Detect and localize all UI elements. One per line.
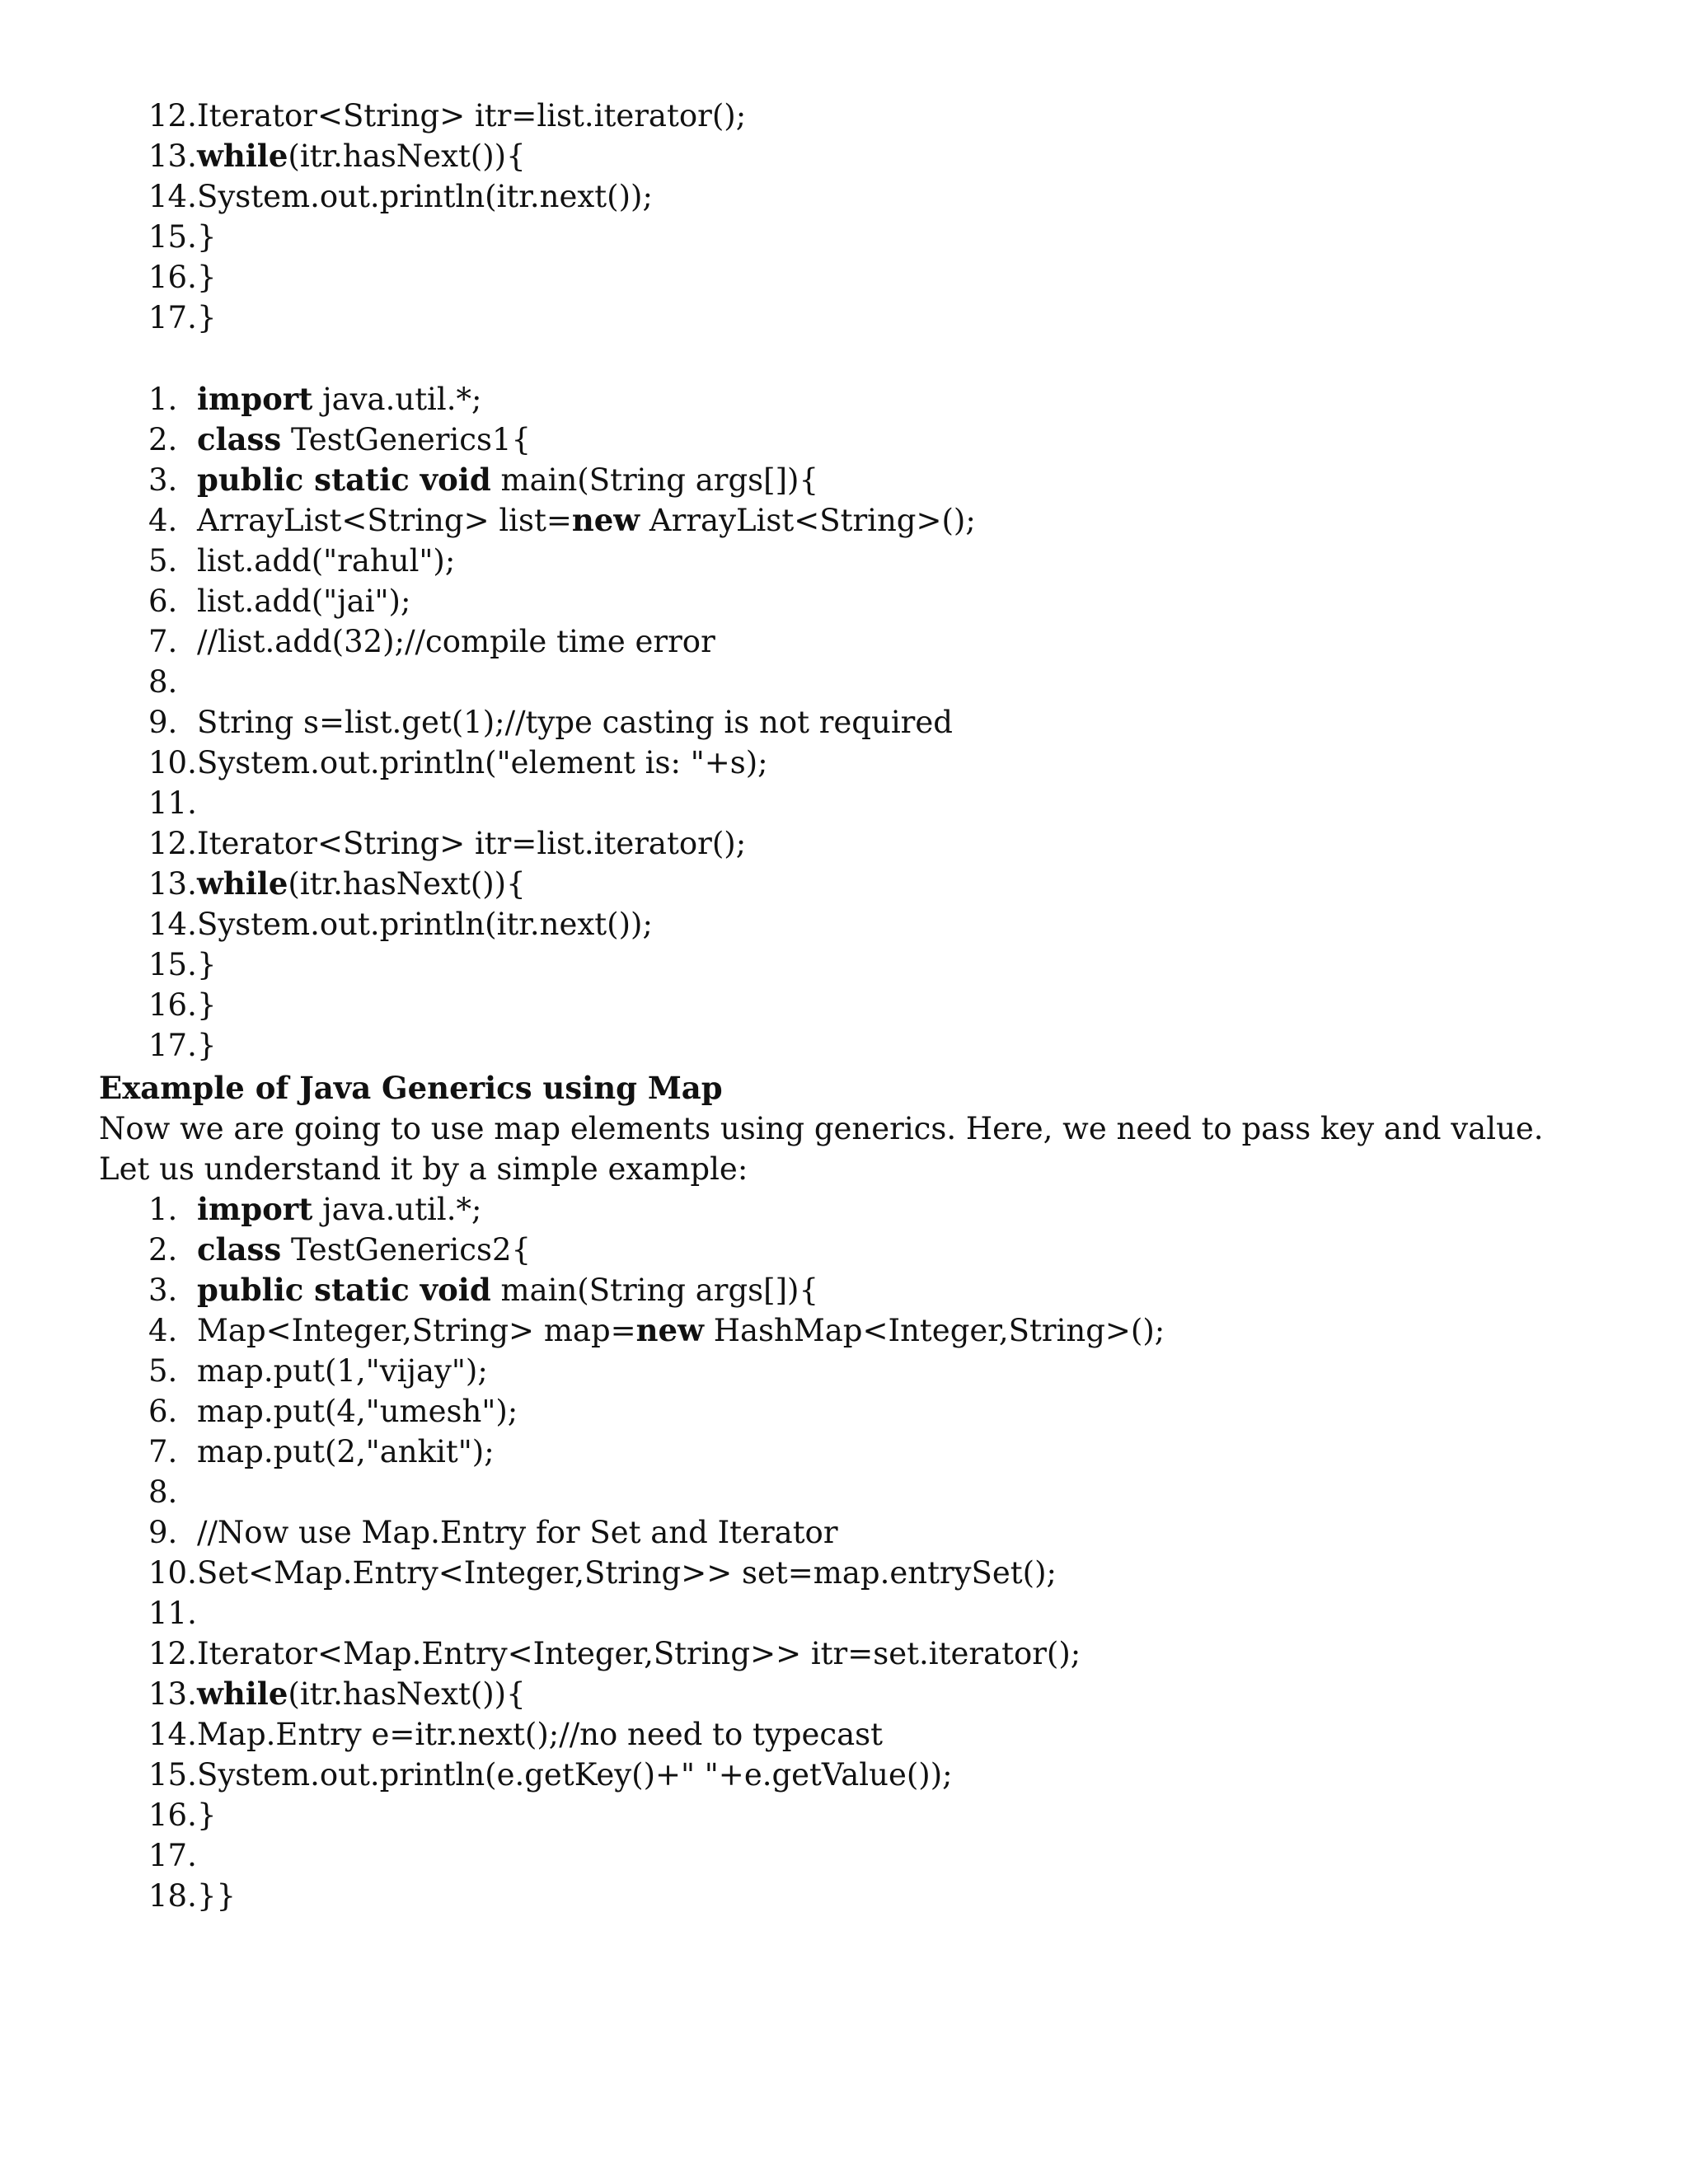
code-fragment: Iterator<String> itr=list.iterator();: [197, 98, 747, 134]
line-number: 8.: [148, 664, 178, 700]
line-number: 16.: [148, 987, 197, 1023]
code-text: [197, 541, 455, 581]
line-number: 12.: [148, 98, 197, 134]
code-text: [197, 217, 217, 257]
code-fragment: java.util.*;: [312, 382, 482, 417]
line-number: 1.: [148, 1192, 178, 1227]
code-fragment: (itr.hasNext()){: [288, 1676, 526, 1712]
code-fragment: main(String args[]){: [490, 462, 819, 498]
code-text: [197, 1270, 818, 1310]
line-number: 1.: [148, 382, 178, 417]
line-number: 4.: [148, 1313, 178, 1348]
line-number: 2.: [148, 422, 178, 457]
code-fragment: list.add("jai");: [197, 583, 411, 619]
line-number: 15.: [148, 1757, 197, 1793]
code-text: [197, 136, 526, 176]
line-number: 18.: [148, 1878, 197, 1914]
line-number: 16.: [148, 1797, 197, 1833]
line-number: 17.: [148, 300, 197, 335]
code-text: [197, 864, 526, 904]
code-fragment: }}: [197, 1878, 237, 1914]
code-fragment: System.out.println("element is: "+s);: [197, 745, 768, 780]
code-fragment: Set<Map.Entry<Integer,String>> set=map.entrySet();: [197, 1555, 1057, 1591]
code-text: [197, 500, 976, 541]
code-keyword: while: [197, 1675, 288, 1712]
line-number: 4.: [148, 503, 178, 538]
line-number: 12.: [148, 1636, 197, 1671]
line-number: 17.: [148, 1028, 197, 1063]
code-text: [197, 1512, 838, 1553]
code-fragment: Iterator<String> itr=list.iterator();: [197, 826, 747, 861]
line-number: 11.: [148, 1596, 197, 1631]
line-number: 14.: [148, 1717, 197, 1752]
code-fragment: ArrayList<String> list=: [197, 503, 572, 538]
code-fragment: System.out.println(e.getKey()+" "+e.getValue());: [197, 1757, 953, 1793]
code-text: [197, 1230, 531, 1270]
code-fragment: }: [197, 260, 217, 295]
code-text: [197, 1189, 481, 1230]
code-text: [197, 1432, 495, 1472]
code-text: [197, 379, 481, 419]
line-number: 9.: [148, 705, 178, 740]
line-number: 3.: [148, 462, 178, 498]
code-keyword: while: [197, 865, 288, 902]
code-keyword: class: [197, 1231, 282, 1268]
code-text: [197, 904, 653, 944]
code-fragment: map.put(2,"ankit");: [197, 1434, 495, 1469]
line-number: 13.: [148, 1676, 197, 1712]
code-text: [197, 1714, 883, 1755]
code-fragment: //Now use Map.Entry for Set and Iterator: [197, 1515, 838, 1550]
code-fragment: TestGenerics2{: [281, 1232, 532, 1268]
code-text: [197, 702, 953, 743]
code-text: [197, 1795, 217, 1835]
line-number: 14.: [148, 179, 197, 214]
line-number: 14.: [148, 907, 197, 942]
code-fragment: }: [197, 947, 217, 982]
code-text: [197, 1025, 217, 1066]
code-fragment: Map<Integer,String> map=: [197, 1313, 636, 1348]
code-fragment: }: [197, 1028, 217, 1063]
code-fragment: //list.add(32);//compile time error: [197, 624, 715, 659]
code-text: [197, 1391, 518, 1432]
line-number: 11.: [148, 785, 197, 821]
code-fragment: System.out.println(itr.next());: [197, 907, 653, 942]
code-fragment: main(String args[]){: [490, 1272, 819, 1308]
code-fragment: (itr.hasNext()){: [288, 866, 526, 902]
line-number: 13.: [148, 138, 197, 174]
code-fragment: TestGenerics1{: [281, 422, 532, 457]
code-keyword: public static void: [197, 462, 491, 498]
code-text: [197, 1876, 236, 1916]
code-fragment: Map.Entry e=itr.next();//no need to typecast: [197, 1717, 883, 1752]
line-number: 2.: [148, 1232, 178, 1268]
code-text: [197, 1755, 953, 1795]
code-text: [197, 257, 217, 298]
code-text: [197, 176, 653, 217]
code-text: [197, 581, 410, 621]
code-fragment: }: [197, 219, 217, 255]
code-fragment: String s=list.get(1);//type casting is not required: [197, 705, 953, 740]
code-fragment: map.put(4,"umesh");: [197, 1394, 518, 1429]
line-number: 6.: [148, 583, 178, 619]
line-number: 10.: [148, 745, 197, 780]
code-text: [197, 1310, 1165, 1351]
code-fragment: map.put(1,"vijay");: [197, 1353, 488, 1389]
code-fragment: HashMap<Integer,String>();: [703, 1313, 1165, 1348]
line-number: 13.: [148, 866, 197, 902]
code-text: [197, 1674, 526, 1714]
code-keyword: class: [197, 421, 282, 457]
code-fragment: }: [197, 987, 217, 1023]
section-paragraph: Now we are going to use map elements using generics. Here, we need to pass key and value. Let us understand it by a simple example:: [99, 1111, 1544, 1187]
code-fragment: }: [197, 300, 217, 335]
code-text: [197, 823, 746, 864]
code-keyword: while: [197, 138, 288, 174]
code-fragment: list.add("rahul");: [197, 543, 456, 579]
code-keyword: new: [571, 502, 640, 538]
line-number: 5.: [148, 543, 178, 579]
code-keyword: new: [635, 1312, 704, 1348]
line-number: 5.: [148, 1353, 178, 1389]
section-heading: Example of Java Generics using Map: [99, 1070, 723, 1106]
line-number: 10.: [148, 1555, 197, 1591]
code-text: [197, 1553, 1057, 1593]
code-text: [197, 419, 531, 460]
line-number: 6.: [148, 1394, 178, 1429]
code-fragment: Iterator<Map.Entry<Integer,String>> itr=set.iterator();: [197, 1636, 1081, 1671]
code-fragment: ArrayList<String>();: [640, 503, 976, 538]
code-fragment: java.util.*;: [312, 1192, 482, 1227]
line-number: 7.: [148, 1434, 178, 1469]
line-number: 12.: [148, 826, 197, 861]
line-number: 17.: [148, 1838, 197, 1873]
line-number: 7.: [148, 624, 178, 659]
line-number: 15.: [148, 219, 197, 255]
line-number: 9.: [148, 1515, 178, 1550]
code-fragment: (itr.hasNext()){: [288, 138, 526, 174]
line-number: 15.: [148, 947, 197, 982]
code-text: [197, 460, 818, 500]
code-text: [197, 944, 217, 985]
code-keyword: public static void: [197, 1272, 491, 1308]
code-text: [197, 96, 746, 136]
code-keyword: import: [197, 381, 313, 417]
code-text: [197, 743, 768, 783]
line-number: 3.: [148, 1272, 178, 1308]
code-fragment: }: [197, 1797, 217, 1833]
code-text: [197, 621, 715, 662]
code-text: [197, 298, 217, 338]
code-fragment: System.out.println(itr.next());: [197, 179, 653, 214]
code-text: [197, 1351, 488, 1391]
line-number: 8.: [148, 1474, 178, 1510]
code-text: [197, 985, 217, 1025]
line-number: 16.: [148, 260, 197, 295]
code-keyword: import: [197, 1191, 313, 1227]
code-text: [197, 1633, 1081, 1674]
